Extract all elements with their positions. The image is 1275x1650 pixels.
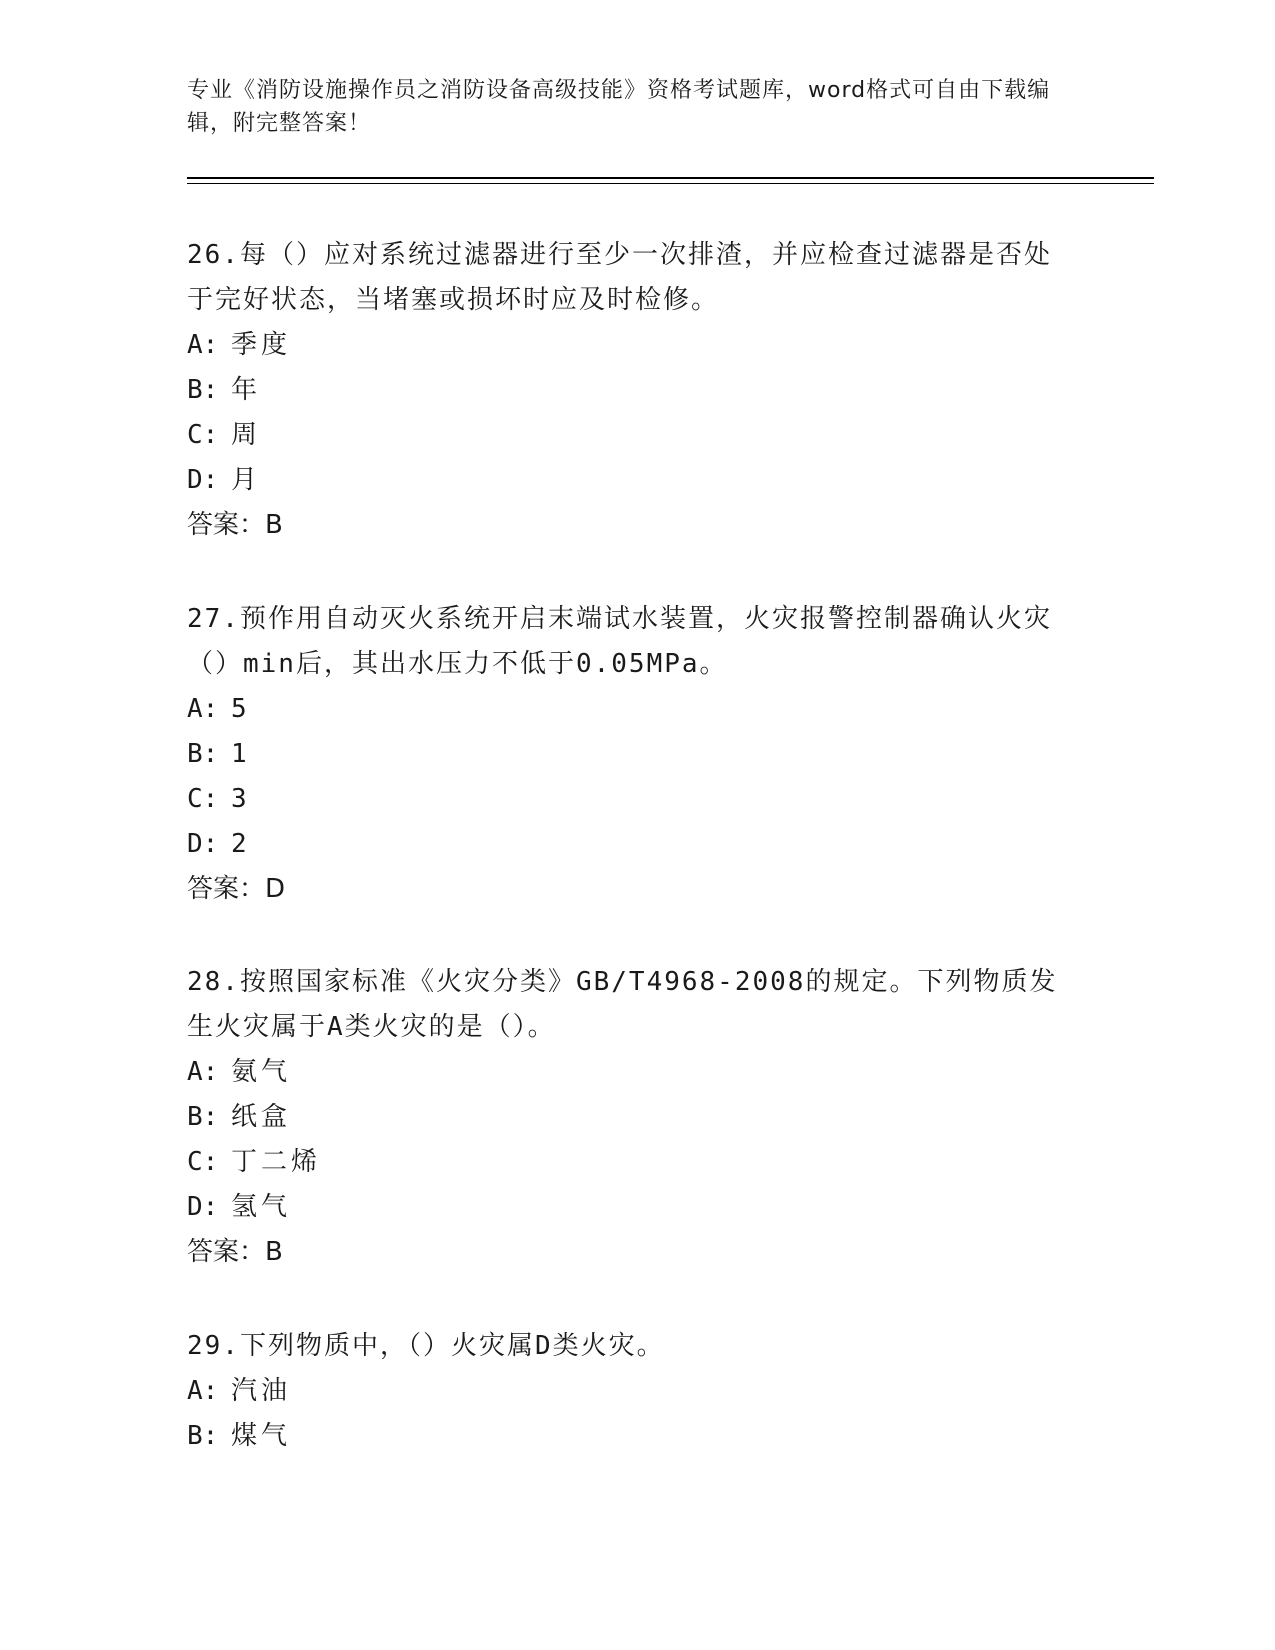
option-d <box>187 822 1087 867</box>
option-text: 氨气 <box>231 1057 292 1087</box>
option-a <box>187 1050 1087 1095</box>
option-text: 季度 <box>231 330 292 360</box>
option-text: 年 <box>231 375 262 405</box>
option-key: D: <box>187 465 219 495</box>
option-b <box>187 368 1087 413</box>
option-a <box>187 323 1087 368</box>
option-c <box>187 413 1087 458</box>
answer-line: 答案：B <box>187 510 283 540</box>
option-text: 3 <box>231 784 251 814</box>
option-key: A: <box>187 1057 219 1087</box>
option-key: C: <box>187 420 219 450</box>
option-key: B: <box>187 1421 219 1451</box>
question-stem: 27.预作用自动灭火系统开启末端试水装置，火灾报警控制器确认火灾（）min后，其出水压力不低于0.05MPa。 <box>187 604 1052 679</box>
option-text: 周 <box>231 420 262 450</box>
option-key: B: <box>187 375 219 405</box>
option-b <box>187 1095 1087 1140</box>
option-a <box>187 687 1087 732</box>
question-28 <box>187 960 1087 1275</box>
option-key: D: <box>187 1192 219 1222</box>
option-text: 汽油 <box>231 1376 292 1406</box>
option-key: D: <box>187 829 219 859</box>
question-29 <box>187 1324 1087 1459</box>
option-key: B: <box>187 1102 219 1132</box>
question-27 <box>187 597 1087 912</box>
question-26 <box>187 233 1087 548</box>
option-c <box>187 1140 1087 1185</box>
option-text: 氢气 <box>231 1192 292 1222</box>
option-key: B: <box>187 739 219 769</box>
option-b <box>187 732 1087 777</box>
option-text: 2 <box>231 829 251 859</box>
option-key: A: <box>187 330 219 360</box>
option-d <box>187 1185 1087 1230</box>
option-text: 纸盒 <box>231 1102 292 1132</box>
option-key: C: <box>187 1147 219 1177</box>
option-text: 煤气 <box>231 1421 292 1451</box>
option-key: A: <box>187 1376 219 1406</box>
option-key: A: <box>187 694 219 724</box>
option-c <box>187 777 1087 822</box>
option-d <box>187 458 1087 503</box>
header-divider-thick <box>187 177 1154 179</box>
question-stem: 28.按照国家标准《火灾分类》GB/T4968-2008的规定。下列物质发生火灾属于A类火灾的是（）。 <box>187 967 1058 1042</box>
question-stem: 26.每（）应对系统过滤器进行至少一次排渣，并应检查过滤器是否处于完好状态，当堵塞或损坏时应及时检修。 <box>187 240 1052 315</box>
document-header: 专业《消防设施操作员之消防设备高级技能》资格考试题库，word格式可自由下载编辑，附完整答案！ <box>187 78 1051 136</box>
option-b <box>187 1414 1087 1459</box>
option-a <box>187 1369 1087 1414</box>
option-text: 丁二烯 <box>231 1147 322 1177</box>
option-text: 1 <box>231 739 251 769</box>
answer-line: 答案：B <box>187 1237 283 1267</box>
header-divider-thin <box>187 183 1154 184</box>
option-text: 月 <box>231 465 262 495</box>
question-stem: 29.下列物质中，（）火灾属D类火灾。 <box>187 1331 665 1361</box>
answer-line: 答案：D <box>187 874 286 904</box>
option-text: 5 <box>231 694 251 724</box>
option-key: C: <box>187 784 219 814</box>
